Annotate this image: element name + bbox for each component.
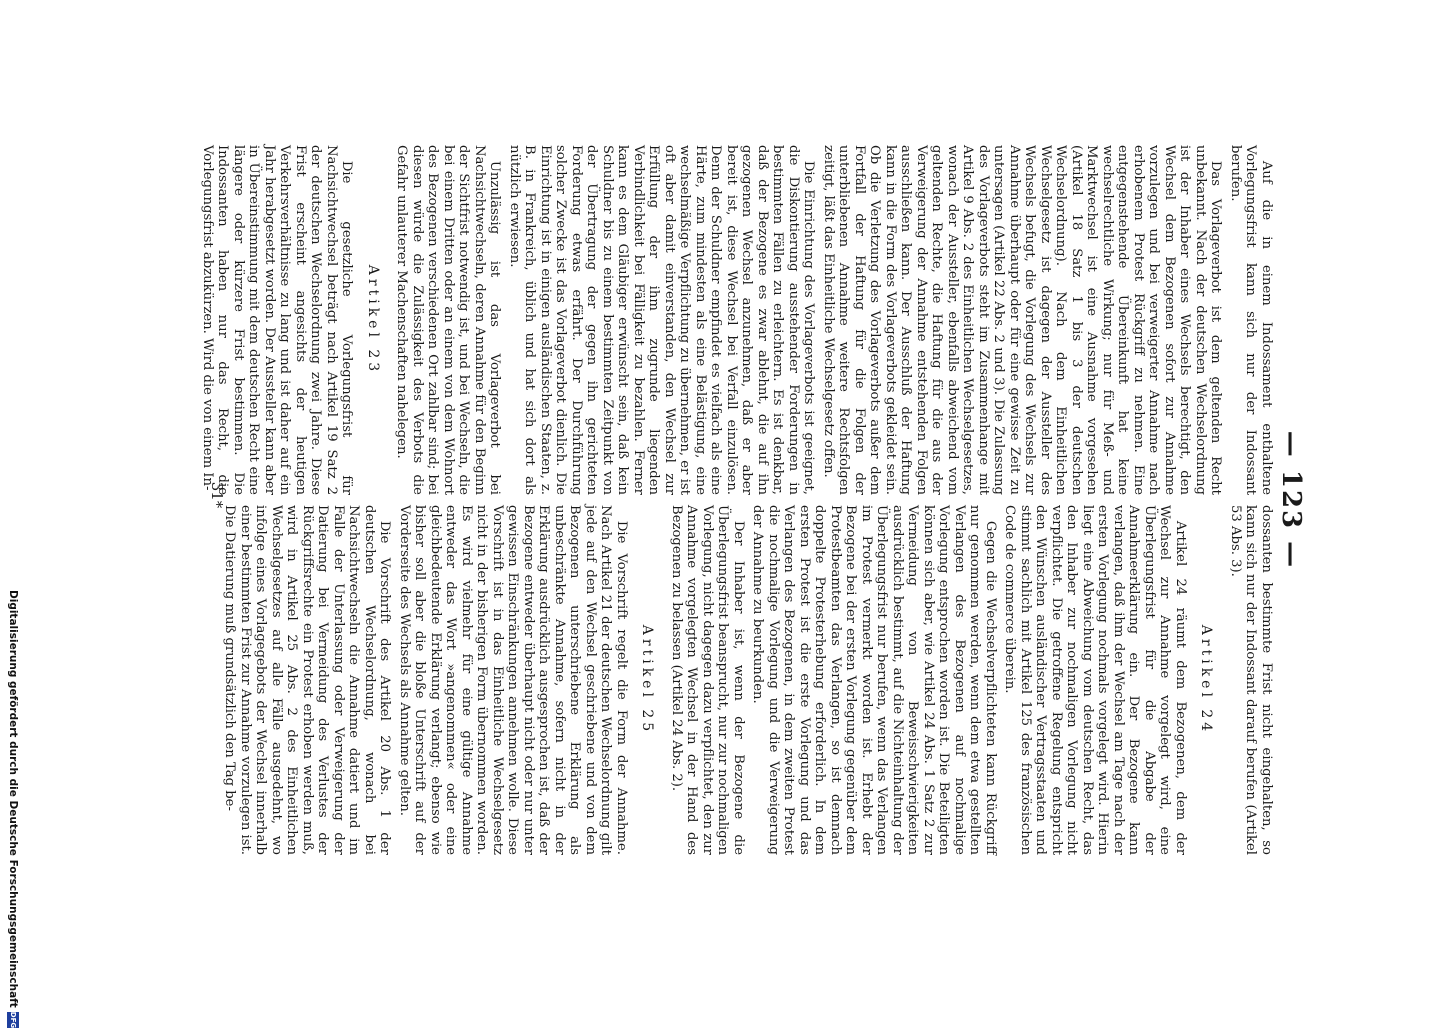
article-heading: Artikel 25: [639, 624, 656, 736]
page-number: — 123 —: [1276, 430, 1306, 570]
paragraph: Unzulässig ist das Vorlageverbot bei Nachsichtwechseln, deren Annahme für den Beginn der Sichtfrist notwendig ist, und bei Wechseln, die bei einem Dritten oder an einem von dem Wohnort des Bezogenen verschiedenen Ort zahlbar sind; bei diesen würde die Zulässigkeit des Verbots die Gefahr unlauterer Machenschaften nahelegen.: [394, 145, 503, 495]
paragraph: Auf die in einem Indossament enthaltene Vorlegungsfrist kann sich nur der Indossant berufen.: [1228, 145, 1274, 495]
right-column: [129, 505, 1274, 855]
paragraph: Der Inhaber ist, wenn der Bezogene die Überlegungsfrist beansprucht, nur zur nochmaligen Vorlegung, nicht dagegen dazu verpflichtet, den zur Annahme vorgelegten Wechsel in der Hand des Bezogenen zu belassen (Artikel 24 Abs. 2).: [669, 505, 746, 855]
paragraph: Die gesetzliche Vorlegungsfrist für Nachsichtwechsel beträgt nach Artikel 19 Satz 2 der deutschen Wechselordnung zwei Jahre. Diese Frist erscheint angesichts der heutigen Verkehrsverhältnisse zu lang und ist daher auf ein Jahr herabgesetzt worden. Der Aussteller kann aber in Übereinstimmung mit dem deutschen Recht eine längere oder kürzere Frist bestimmen. Die Indossanten haben nur das Recht, die Vorlegungsfrist abzukürzen. Wird die von einem In-: [200, 145, 355, 495]
sheet-signature: 31*: [208, 481, 226, 509]
credit-text: Digitalisierung gefördert durch die Deutsche Forschungsgemeinschaft: [7, 590, 19, 1008]
digitization-credit: [5, 590, 21, 1028]
article-heading: Artikel 23: [365, 264, 381, 376]
dfg-logo-icon: DFG: [9, 1011, 17, 1028]
paragraph: Artikel 24 räumt dem Bezogenen, dem der Wechsel zur Annahme vorgelegt wird, eine Überlegungsfrist für die Abgabe der Annahmeerklärung ein. Der Bezogene kann verlangen, daß ihm der Wechsel am Tage nach der ersten Vorlegung nochmals vorgelegt wird. Hierin liegt eine Abweichung vom deutschen Recht, das den Inhaber zur nochmaligen Vorlegung nicht verpflichtet. Die getroffene Regelung entspricht den Wünschen ausländischer Vertragsstaaten und stimmt sachlich mit Artikel 125 des französischen Code de commerce überein.: [1002, 505, 1188, 855]
paragraph: Gegen die Wechselverpflichteten kann Rückgriff nur genommen werden, wenn dem etwa gestellten Verlangen des Bezogenen auf nochmalige Vorlegung entsprochen worden ist. Die Beteiligten können sich aber, wie Artikel 24 Abs. 1 Satz 2 zur Vermeidung von Beweisschwierigkeiten ausdrücklich bestimmt, auf die Nichteinhaltung der Überlegungsfrist nur berufen, wenn das Verlangen im Protest vermerkt worden ist. Erhebt der Bezogene bei der ersten Vorlegung gegenüber dem Protestbeamten das Verlangen, so ist demnach doppelte Protesterhebung erforderlich. In dem ersten Protest ist die erste Vorlegung und das Verlangen des Bezogenen, in dem zweiten Protest die nochmalige Vorlegung und die Verweigerung der Annahme zu beurkunden.: [750, 505, 998, 855]
article-heading: Artikel 24: [1198, 624, 1215, 736]
paragraph: Die Vorschrift des Artikel 20 Abs. 1 der deutschen Wechselordnung, wonach bei Nachsichtwechseln die Annahme datiert und im Falle der Unterlassung oder Verweigerung der Datierung bei Vermeidung des Verlustes der Rückgriffsrechte ein Protest erhoben werden muß, wird in Artikel 25 Abs. 2 des Einheitlichen Wechselgesetzes auf alle Fälle ausgedehnt, wo infolge eines Vorlagegebots der Wechsel innerhalb einer bestimmten Frist zur Annahme vorzulegen ist. Die Datierung muß grundsätzlich den Tag be-: [222, 505, 393, 855]
paragraph: dossanten bestimmte Frist nicht eingehalten, so kann sich nur der Indossant darauf berufen (Artikel 53 Abs. 3).: [1228, 505, 1274, 855]
paragraph: Die Einrichtung des Vorlageverbots ist geeignet, die Diskontierung ausstehender Forderungen in bestimmten Fällen zu erleichtern. Es ist denkbar, daß der Bezogene es zwar ablehnt, die auf ihn gezogenen Wechsel anzunehmen, daß er aber bereit ist, diese Wechsel bei Verfall einzulösen. Denn der Schuldner empfindet es vielfach als eine Härte, zum mindesten als eine Belästigung, eine wechselmäßige Verpflichtung zu übernehmen, er ist oft aber damit einverstanden, den Wechsel zur Erfüllung der ihm zugrunde liegenden Verbindlichkeit bei Fälligkeit zu bezahlen. Ferner kann es dem Gläubiger erwünscht sein, daß kein Schuldner bis zu einem bestimmten Zeitpunkt von der Übertragung der gegen ihn gerichteten Forderung etwas erfährt. Der Durchführung solcher Zwecke ist das Vorlageverbot dienlich. Die Einrichtung ist in einigen ausländischen Staaten, z. B. in Frankreich, üblich und hat sich dort als nützlich erwiesen.: [507, 145, 817, 495]
paragraph: Das Vorlageverbot ist dem geltenden Recht unbekannt. Nach der deutschen Wechselordnung ist der Inhaber eines Wechsels berechtigt, den Wechsel dem Bezogenen sofort zur Annahme vorzulegen und bei verweigerter Annahme nach erhobenem Protest Rückgriff zu nehmen. Eine entgegenstehende Übereinkunft hat keine wechselrechtliche Wirkung; nur für Meß- und Marktwechsel ist eine Ausnahme vorgesehen (Artikel 18 Satz 1 bis 3 der deutschen Wechselordnung). Nach dem Einheitlichen Wechselgesetz ist dagegen der Aussteller des Wechsels befugt, die Vorlegung des Wechsels zur Annahme überhaupt oder für eine gewisse Zeit zu untersagen (Artikel 22 Abs. 2 und 3). Die Zulassung des Vorlageverbots steht im Zusammenhange mit Artikel 9 Abs. 2 des Einheitlichen Wechselgesetzes, wonach der Aussteller, ebenfalls abweichend vom geltenden Rechte, die Haftung für die aus der Verweigerung der Annahme entstehenden Folgen ausschließen kann. Der Ausschluß der Haftung kann in die Form des Vorlageverbots gekleidet sein. Ob die Verletzung des Vorlageverbots außer dem Fortfall der Haftung für die Folgen der unterbliebenen Annahme weitere Rechtsfolgen zeitigt, läßt das Einheitliche Wechselgesetz offen.: [821, 145, 1224, 495]
paragraph: Die Vorschrift regelt die Form der Annahme. Nach Artikel 21 der deutschen Wechselordnung gilt jede auf den Wechsel geschriebene und von dem Bezogenen unterschriebene Erklärung als unbeschränkte Annahme, sofern nicht in der Erklärung ausdrücklich ausgesprochen ist, daß der Bezogene entweder überhaupt nicht oder nur unter gewissen Einschränkungen annehmen wolle. Diese Vorschrift ist in das Einheitliche Wechselgesetz nicht in der bisherigen Form übernommen worden. Es wird vielmehr für eine gültige Annahme entweder das Wort »angenommen« oder eine gleichbedeutende Erklärung verlangt; ebenso wie bisher soll aber die bloße Unterschrift auf der Vorderseite des Wechsels als Annahme gelten.: [397, 505, 629, 855]
